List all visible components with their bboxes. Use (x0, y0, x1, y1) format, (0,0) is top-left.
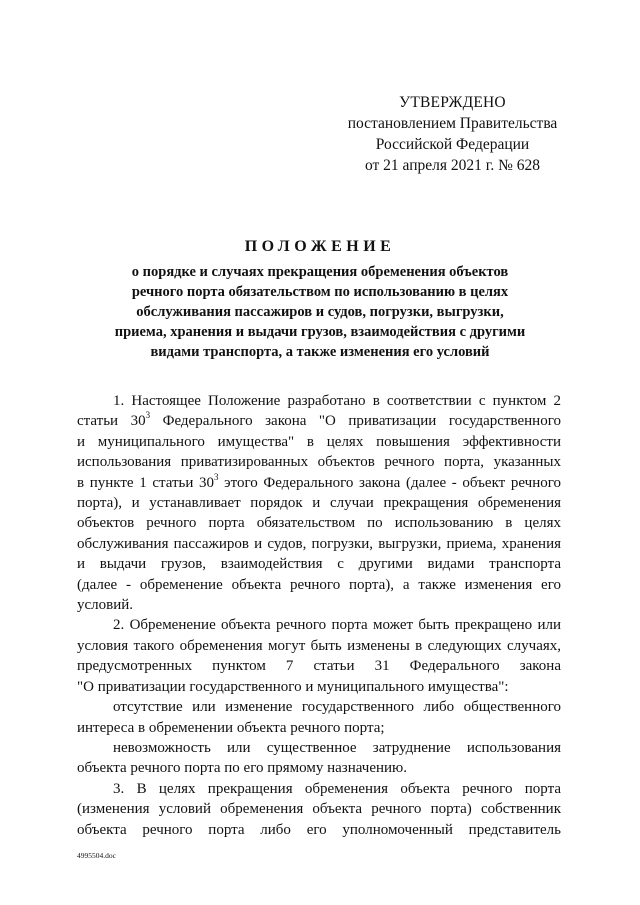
document-body (77, 391, 561, 840)
text-fragment: в пункте 1 статьи 30 (77, 474, 215, 491)
superscript: 3 (214, 471, 219, 482)
approval-heading: УТВЕРЖДЕНО (399, 94, 506, 111)
paragraph-5-line: объекта речного порта либо его уполномоченный представитель (77, 821, 561, 838)
paragraph-1-line (77, 473, 561, 493)
paragraph-4-line: невозможность или существенное затруднение использования (113, 739, 561, 756)
paragraph-3-line: отсутствие или изменение государственного либо общественного (113, 699, 561, 716)
paragraph-1-line: порта), и устанавливает порядок и случаи прекращения обременения (77, 495, 561, 512)
superscript: 3 (145, 410, 151, 421)
document-subtitle (90, 262, 550, 362)
paragraph-1-line: условий. (77, 597, 134, 614)
paragraph-1-line: объектов речного порта обязательством по использованию в целях (77, 515, 561, 532)
paragraph-1-line: обслуживания пассажиров и судов, погрузки, выгрузки, приема, хранения (77, 535, 561, 552)
subtitle-line: обслуживания пассажиров и судов, погрузки, выгрузки, (136, 304, 504, 320)
paragraph-1-line: и выдачи грузов, взаимодействия с другими видами транспорта (77, 556, 561, 573)
subtitle-line: речного порта обязательством по использованию в целях (131, 284, 509, 300)
paragraph-4-line: объекта речного порта по его прямому назначению. (77, 760, 408, 777)
paragraph-2-line: "О приватизации государственного и муниципального имущества": (77, 678, 509, 695)
text-fragment: этого Федерального закона (далее - объект речного (218, 474, 561, 491)
paragraph-2-line: 2. Обременение объекта речного порта может быть прекращено или (113, 617, 561, 634)
file-name-footer: 4995504.doc (77, 851, 116, 860)
subtitle-line: видами транспорта, а также изменения его условий (150, 344, 490, 360)
paragraph-2-line: предусмотренных пунктом 7 статьи 31 Федерального закона (77, 658, 561, 675)
text-fragment: статьи 30 (77, 413, 146, 430)
approval-block (330, 92, 575, 176)
paragraph-5-line: 3. В целях прекращения обременения объекта речного порта (113, 780, 561, 797)
paragraph-1-line: и муниципального имущества" в целях повышения эффективности (77, 433, 561, 450)
paragraph-1-line (77, 411, 561, 431)
subtitle-line: о порядке и случаях прекращения обременения объектов (131, 264, 509, 280)
approval-line: Российской Федерации (375, 136, 530, 153)
paragraph-3-line: интереса в обременении объекта речного порта; (77, 719, 385, 736)
paragraph-1-line: 1. Настоящее Положение разработано в соответствии с пунктом 2 (113, 393, 561, 409)
document-title: ПОЛОЖЕНИЕ (244, 238, 396, 255)
paragraph-1-line: использования приватизированных объектов речного порта, указанных (77, 454, 561, 471)
paragraph-1-line: (далее - обременение объекта речного порта), а также изменения его (77, 576, 561, 593)
subtitle-line: приема, хранения и выдачи грузов, взаимодействия с другими (114, 324, 526, 340)
approval-line: постановлением Правительства (347, 115, 558, 132)
approval-date-number: от 21 апреля 2021 г. № 628 (364, 157, 541, 174)
paragraph-5-line: (изменения условий обременения объекта речного порта) собственник (77, 801, 561, 818)
paragraph-2-line: условия такого обременения могут быть изменены в следующих случаях, (77, 637, 561, 654)
text-fragment: Федерального закона "О приватизации государственного (150, 413, 561, 430)
